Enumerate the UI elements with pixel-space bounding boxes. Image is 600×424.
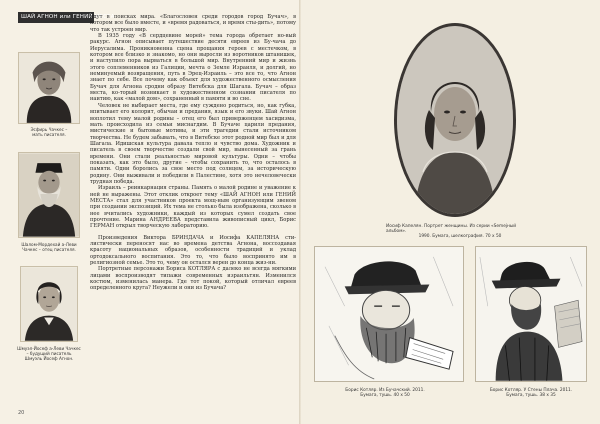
portrait-father (18, 152, 80, 238)
body-paragraph: Произведения Виктора БРИНДАЧА и Иосифа КАПЕЛЯНА сти-листически переносят нас во времена детства Агнона, воссоздавая красоту национальных образов, особенности традиций и уклад ортодоксального воспитания. Это то, что было воспринято им в религиозной семье. Это то, чему он остался верен до конца жиз-ни. (90, 234, 296, 267)
caption-line: Борис Котляр. Из Бучачский. 2011. (345, 388, 425, 393)
photo-caption-agnon (12, 346, 86, 361)
sketch-artwork-left (314, 246, 464, 382)
oval-portrait-caption (386, 224, 534, 240)
caption-line: Шмуэл-Йосеф а-Леви Чачкес (17, 346, 81, 351)
article-body (90, 14, 296, 414)
portrait-bearded-man-icon (19, 153, 79, 237)
caption-line: Эсфирь Чачкес – (30, 127, 68, 132)
caption-line: Чачкес – отец писателя. (22, 247, 76, 252)
sketch-reading-man-icon (315, 247, 463, 381)
sketch-caption-left (330, 388, 440, 398)
caption-line: мать писателя. (32, 132, 66, 137)
caption-line: Борис Котляр. У Стены Плача. 2011. (489, 388, 573, 393)
caption-line: Иосиф Капелян. Портрет женщины. Из серии «Semejный альбом». (386, 224, 517, 235)
portrait-young-agnon (20, 266, 78, 342)
portrait-young-man-icon (21, 267, 77, 341)
body-paragraph: Человек не выбирает места, где ему суждено родиться, но, как губка, впитывает его колорит, обычаи и предания, язык и его звуки. Шай Агнон воплотил тему малой родины – отец его был приверженцем хасидизма, мать происходила из семьи миснагдим. В Бучаче царили предания, мистические и бытовые мотивы, и эти трагедии стали источником творчества. Не будем забывать, что в Витебске этот родной мир был и для Шагала. Идишская культура давала тепло и чувство дома. Художник и писатель в своем творчестве создали свой мир, вынесенный за грань времени. Они стали реальностью мировой культуры. Одни – чтобы показать, как это было, другие – чтобы сохранить то, что осталось в памяти. Одни боролись за свое место под солнцем, за историческую родину. Они выживали и победили в Палестине, хотя это нечеловечески трудная победа. (90, 102, 296, 185)
body-paragraph: Портретные персонажи Бориса КОТЛЯРА с далеко не всегда мягкими лицами воспроизводят типажи современных израильтян. Изменился костюм, изменилась манера. Где тот покой, который отличал евреев определенного круга? Неужели и они из Бучача? (90, 266, 296, 292)
caption-line: – будущий писатель (26, 351, 72, 356)
sketch-man-in-hat-icon (476, 247, 586, 381)
page-number: 20 (18, 410, 25, 416)
oval-portrait-artwork (393, 22, 517, 218)
sketch-caption-right (474, 388, 588, 398)
caption-line: Шалом-Мордехай а-Леви (21, 242, 77, 247)
sketch-artwork-right (475, 246, 587, 382)
caption-line: Бумага, тушь. 40 х 50 (360, 393, 410, 399)
body-paragraph: В 1935 году «В сердцевине морей» тема города обретает но-вый ракурс. Агнон описывает путешествие десяти евреев из Бу-чача до Иерусалима. Проникновенна сцена прощания героев с местечком, в котором все близко и знакомо, но они выросли из воротников штанишек, и наступило пора вырваться в большой мир. Внутренний мир и жизнь этого соплеменников из Галиции, мечта о Земле Израиля, и долгий, но неминуемый возвращения, путь в Эрец-Израиль – это все то, что Агнон знает по себе. Все почему как объект для художественного осмысления Бучач для Агнона сродни образу Витебска для Шагала. Бучач – образ места, ко-торый возникает в художественном сознании писателя по наитию, как «малой дом», сохраненный в памяти и во сне. (90, 33, 296, 103)
photo-caption-father (14, 242, 84, 252)
photo-caption-mother (18, 127, 80, 137)
body-paragraph: идут в поисках мира. «Благословен среди городов город Бучач», в котором все было вместе, и «время радоваться, и время сты-дить», потому что так устроен мир. (90, 14, 296, 33)
caption-line: Шмуэль Йосеф Агнон. (24, 356, 74, 361)
portrait-mother (18, 52, 80, 124)
running-header: ШАЙ АГНОН или ГЕНИЙ МЕСТА (18, 12, 94, 23)
caption-line: 1990. Бумага, шелкография. 70 х 50 (418, 234, 502, 240)
caption-line: Бумага, тушь. 38 х 35 (506, 393, 556, 399)
portrait-woman-oval-icon (393, 22, 517, 218)
portrait-woman-icon (19, 53, 79, 123)
body-paragraph: Израиль – реинкарнация страны. Память о малой родине и уважение к ней не выражены. Этот отклик откроет тему «ШАЙ АГНОН или ГЕНИЙ МЕСТА» стал для участников проекта мощ-ным организующим звеном при создании экспозиций. Их тема не столько была изображена, сколько в нее вчитались художники, каждый из которых сумел создать свое прочтение. Марина АНДРЕЕВА представила живописный цикл, Борис ГЕРМАН открыл творческую лабораторию. (90, 185, 296, 230)
